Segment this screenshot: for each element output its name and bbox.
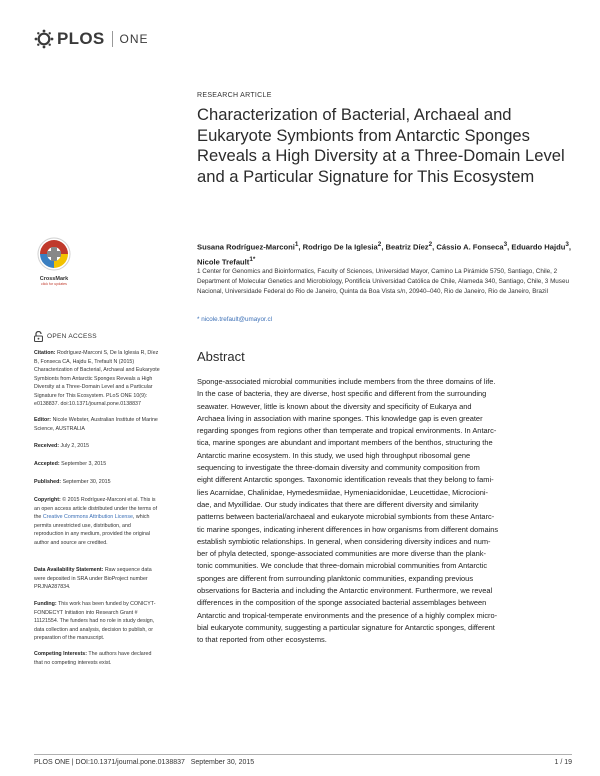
funding-line: 11121554. The funders had no role in study design, bbox=[34, 618, 155, 624]
editor-line: Nicole Webster, Australian Institute of Marine bbox=[52, 417, 158, 423]
author-name[interactable]: Beatriz Díez bbox=[385, 242, 429, 252]
received-date bbox=[34, 442, 162, 451]
affil-text: Center for Genomics and Bioinformatics, Faculty of Sciences, Universidad Mayor, Camino La Pirámide 5750, Santiago, Chile, bbox=[202, 268, 552, 275]
citation-label: Citation: bbox=[34, 350, 56, 356]
abstract-line: differences in the composition of the sponge associated bacterial assemblages between bbox=[197, 598, 487, 608]
email-address[interactable]: nicole.trefault@umayor.cl bbox=[201, 316, 272, 323]
citation-line: Diversity at a Three-Domain Level and a Particular bbox=[34, 384, 153, 390]
crossmark-badge[interactable] bbox=[36, 237, 72, 286]
copyright-block bbox=[34, 496, 162, 547]
abstract-line: Antarctic marine ecosystem. In this study, we used high throughput ribosomal gene bbox=[197, 450, 471, 460]
funding-line: data collection and analysis, decision to publish, or bbox=[34, 626, 153, 633]
article-title: Characterization of Bacterial, Archaeal and Eukaryote Symbionts from Antarctic Sponges Reveals a High Diversity at a Three-Domain Level and a Particular Signature for This Ecosystem bbox=[197, 105, 565, 186]
page-number: 1 / 19 bbox=[554, 759, 572, 766]
editor-line: Science, AUSTRALIA bbox=[34, 425, 85, 432]
funding-line: preparation of the manuscript. bbox=[34, 635, 105, 641]
funding-line: This work has been funded by CONICYT- bbox=[58, 601, 156, 607]
crossmark-sublabel: click for updates bbox=[41, 282, 67, 286]
abstract-line: eight different Antarctic sponges. Taxonomic identification reveals that they belong to fami- bbox=[197, 475, 494, 485]
citation-line: Rodríguez-Marconi S, De la Iglesia R, Díez bbox=[56, 350, 159, 356]
abstract-line: Archaea living in association with marine sponges. This knowledge gap is even greater bbox=[197, 413, 483, 423]
affil-text: Department of Molecular Genetics and Microbiology, Pontificia Universidad Católica de Chile, Alameda 340, Santiago, Chile, bbox=[197, 278, 544, 286]
copyright-line: an open access article distributed under the terms of bbox=[34, 505, 158, 512]
editor-block bbox=[34, 416, 162, 433]
competing-line: The authors have declared bbox=[88, 651, 152, 657]
author-name[interactable]: Rodrigo De la Iglesia bbox=[302, 242, 378, 252]
footer-date: September 30, 2015 bbox=[190, 759, 255, 766]
citation-block bbox=[34, 349, 162, 409]
email-mark: * bbox=[197, 316, 200, 323]
abstract-line: patterns between bacterial/archaeal and eukaryote microbial symbionts from these Antarc- bbox=[197, 512, 495, 522]
availability-line: Raw sequence data bbox=[104, 567, 152, 573]
author-name[interactable]: Nicole Trefault bbox=[197, 257, 250, 267]
crossmark-icon bbox=[37, 237, 71, 271]
copyright-label: Copyright: bbox=[34, 497, 61, 503]
competing-line: that no competing interests exist. bbox=[34, 659, 112, 666]
citation-line: B, Fonseca CA, Hajdu E, Trefault N (2015) bbox=[34, 358, 135, 365]
footer-sep: | bbox=[71, 759, 74, 766]
availability-line: were deposited in SRA under BioProject number bbox=[34, 575, 148, 582]
footer-doi[interactable]: DOI:10.1371/journal.pone.0138837 bbox=[75, 759, 185, 766]
competing-interests-block bbox=[34, 650, 162, 667]
received-value: July 2, 2015 bbox=[60, 443, 90, 449]
open-access-label: OPEN ACCESS bbox=[47, 333, 97, 340]
logo-divider bbox=[112, 31, 113, 47]
abstract-line: observations for Bacteria and including the Antarctic environment. Furthermore, we reveal bbox=[197, 586, 493, 596]
abstract-line: seawater. However, little is known about the diversity and specificity of Eukarya and bbox=[197, 401, 472, 411]
published-value: September 30, 2015 bbox=[62, 479, 111, 485]
footer-journal: PLOS ONE bbox=[34, 759, 70, 766]
abstract-line: regarding sponges from regions other than temperate and tropical environments. In Antarc- bbox=[197, 426, 497, 436]
abstract-line: In the case of bacteria, they are diverse, host specific and different from the surrounding bbox=[197, 389, 487, 399]
data-availability-block bbox=[34, 566, 162, 592]
availability-label: Data Availability Statement: bbox=[34, 567, 104, 573]
license-link[interactable]: Creative Commons Attribution License bbox=[42, 514, 133, 520]
footer-divider bbox=[34, 754, 572, 755]
received-label: Received: bbox=[34, 443, 60, 449]
competing-label: Competing Interests: bbox=[34, 651, 87, 657]
plos-dots-icon bbox=[34, 29, 54, 49]
logo-text: PLOS bbox=[57, 29, 105, 48]
abstract-line: tica, marine sponges are abundant and important members of the benthos, structuring the bbox=[197, 438, 493, 448]
author-affil-mark: 3 bbox=[503, 241, 508, 248]
author-affil-mark: 2 bbox=[377, 241, 382, 248]
copyright-line: author and source are credited. bbox=[34, 539, 108, 546]
abstract-line: Antarctic and tropical-temperate environments and the presence of a highly complex micro- bbox=[197, 610, 498, 620]
journal-name: ONE bbox=[119, 32, 149, 46]
citation-line: e0138837. doi:10.1371/journal.pone.0138837 bbox=[34, 401, 141, 407]
corresponding-email[interactable] bbox=[197, 316, 272, 323]
citation-line: Characterization of Bacterial, Archaeal and Eukaryote bbox=[34, 367, 160, 373]
funding-block bbox=[34, 600, 162, 643]
author-affil-mark: 2 bbox=[428, 241, 433, 248]
open-access-badge bbox=[34, 331, 97, 342]
affil-number: 1 bbox=[197, 268, 201, 275]
abstract-line: lies Acarnidae, Chalinidae, Hymedesmiidae, Hymeniacidonidae, Leucettidae, Microcioni- bbox=[197, 487, 489, 497]
funding-line: FONDECYT Initiation into Research Grant # bbox=[34, 609, 138, 616]
abstract-line: tonic communities. We conclude that three-domain microbial communities from Antarctic bbox=[197, 561, 488, 571]
published-label: Published: bbox=[34, 479, 62, 485]
funding-label: Funding: bbox=[34, 601, 57, 607]
accepted-value: September 3, 2015 bbox=[61, 461, 107, 467]
affil-text: Museu Nacional, Universidade Federal do Rio de Janeiro, Quinta da Boa Vista s/n, 20940–040, Rio de Janeiro, Rio de Janeiro, Brazil bbox=[197, 278, 569, 296]
open-lock-icon bbox=[34, 331, 43, 342]
abstract-line: establish symbiotic relationships. In general, when considering diversity indices and num- bbox=[197, 536, 491, 546]
abstract-line: to that reported from other ecosystems. bbox=[197, 635, 327, 645]
crossmark-label: CrossMark bbox=[39, 276, 69, 282]
copyright-line: © 2015 Rodríguez-Marconi et al. This is bbox=[62, 497, 156, 503]
author-affil-mark: 1* bbox=[249, 255, 256, 263]
affil-number: 3 bbox=[544, 278, 549, 286]
citation-line: Signature for This Ecosystem. PLoS ONE 10(9): bbox=[34, 392, 148, 399]
editor-label: Editor: bbox=[34, 417, 52, 423]
abstract-heading: Abstract bbox=[197, 349, 245, 364]
abstract-line: tic marine sponges, indicating inherent differences in how organisms from different domains bbox=[197, 524, 499, 534]
author-name[interactable]: Eduardo Hajdu bbox=[511, 242, 566, 252]
abstract-body bbox=[197, 376, 573, 647]
abstract-line: sequencing to investigate the three-domain diversity and community composition from bbox=[197, 463, 480, 473]
abstract-line: Sponge-associated microbial communities include members from the three domains of life. bbox=[197, 377, 496, 386]
availability-line: PRJNA287834. bbox=[34, 584, 71, 590]
plos-one-logo[interactable] bbox=[34, 28, 149, 50]
footer-left bbox=[34, 759, 254, 766]
author-list: Susana Rodríguez-Marconi$^1$, Rodrigo De la Iglesia$^2$, Beatriz Díez$^2$, Cássio A. Fonseca$^3$, Eduardo Hajdu$^3$, Nicole Trefault$^{1*}$ bbox=[197, 241, 572, 267]
abstract-line: bial eukaryote community, suggesting a particular signature for Antarctic sponges, different bbox=[197, 622, 495, 632]
affiliations bbox=[197, 267, 572, 298]
accepted-date bbox=[34, 460, 162, 469]
published-date bbox=[34, 478, 162, 487]
author-affil-mark: 1 bbox=[294, 241, 299, 248]
affil-number: 2 bbox=[553, 268, 558, 275]
accepted-label: Accepted: bbox=[34, 461, 60, 467]
abstract-line: ber of phyla detected, sponge-associated communities are more diverse than the plank- bbox=[197, 549, 486, 559]
copyright-line: permits unrestricted use, distribution, and bbox=[34, 522, 131, 529]
copyright-the: the bbox=[34, 514, 42, 520]
copyright-line: reproduction in any medium, provided the original bbox=[34, 531, 151, 537]
abstract-line: sponges are different from surrounding planktonic communities, expanding previous bbox=[197, 573, 474, 583]
citation-line: Symbionts from Antarctic Sponges Reveals a High bbox=[34, 375, 153, 382]
author-name[interactable]: Cássio A. Fonseca bbox=[436, 242, 504, 252]
copyright-after-link: , which bbox=[132, 514, 150, 520]
author-name[interactable]: Susana Rodríguez-Marconi bbox=[197, 242, 295, 252]
abstract-line: dae, and Myxillidae. Our study indicates that there are different diversity and similarity bbox=[197, 499, 479, 509]
article-type: RESEARCH ARTICLE bbox=[197, 92, 272, 99]
author-affil-mark: 3 bbox=[565, 241, 569, 248]
